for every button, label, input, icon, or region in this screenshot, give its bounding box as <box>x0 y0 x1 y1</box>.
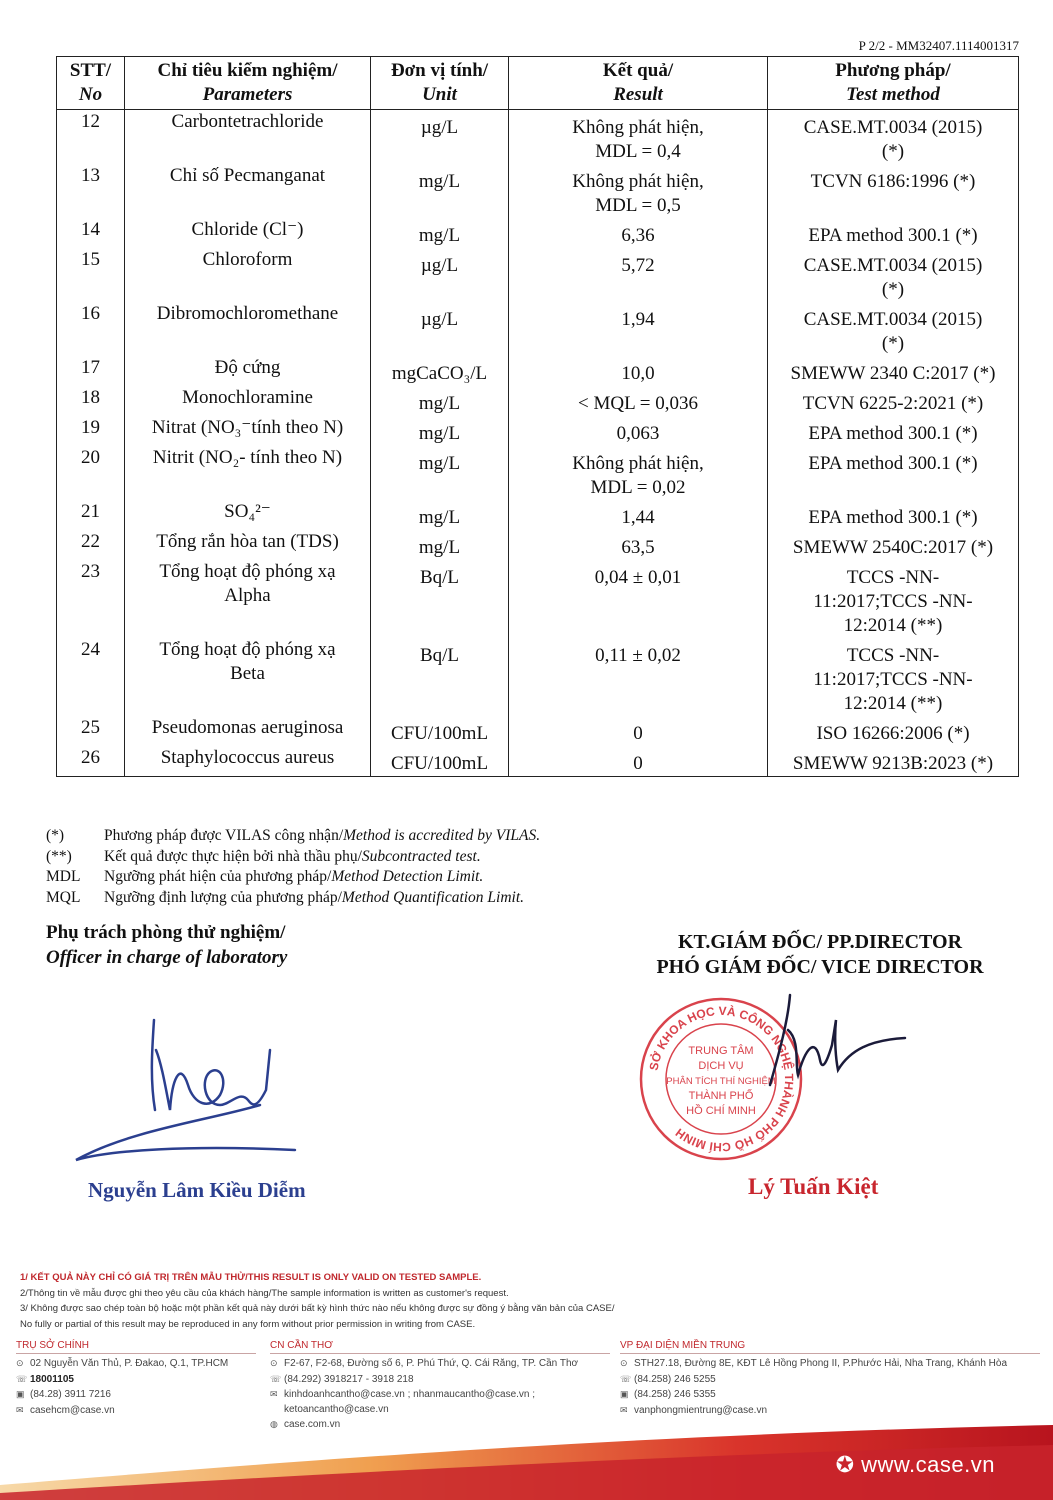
header-unit: Đơn vị tính/ Unit <box>371 57 509 110</box>
office-line <box>270 1403 610 1418</box>
cell-method: EPA method 300.1 (*) <box>768 446 1019 500</box>
note-item <box>46 888 540 909</box>
note-vi: Phương pháp được VILAS công nhận/ <box>104 827 344 844</box>
cell-unit: µg/L <box>371 110 509 165</box>
email-icon: ✉ <box>270 1389 278 1399</box>
office-line <box>270 1372 610 1388</box>
note-en: Subcontracted test. <box>361 847 481 865</box>
office-line-text: 18001105 <box>30 1373 74 1385</box>
office-line <box>620 1403 1040 1419</box>
cell-param: Chloride (Cl⁻) <box>125 218 371 248</box>
director-line-2: PHÓ GIÁM ĐỐC/ VICE DIRECTOR <box>656 956 984 978</box>
web-icon: ◍ <box>270 1419 278 1429</box>
cell-result: 0,04 ± 0,01 <box>509 560 768 638</box>
fax-icon: ▣ <box>620 1389 629 1399</box>
cell-method: SMEWW 2540C:2017 (*) <box>768 530 1019 560</box>
officer-block <box>46 920 287 970</box>
table-row <box>57 386 1019 416</box>
officer-signature <box>70 1010 300 1170</box>
table-body <box>57 110 1019 777</box>
cell-method: EPA method 300.1 (*) <box>768 218 1019 248</box>
table-row <box>57 356 1019 386</box>
cell-param: Dibromochloromethane <box>125 302 371 356</box>
office-line-text[interactable]: case.com.vn <box>284 1419 341 1430</box>
cell-method: CASE.MT.0034 (2015) (*) <box>768 302 1019 356</box>
cell-param: Staphylococcus aureus <box>125 746 371 777</box>
note-key: MDL <box>46 868 81 885</box>
cell-unit: CFU/100mL <box>371 746 509 777</box>
cell-result: Không phát hiện, MDL = 0,5 <box>509 164 768 218</box>
officer-title-vi: Phụ trách phòng thử nghiệm/ <box>46 922 286 943</box>
office-line-text[interactable]: kinhdoanhcantho@case.vn ; nhanmaucantho@case.vn ; <box>284 1389 536 1400</box>
cell-result: Không phát hiện, MDL = 0,4 <box>509 110 768 165</box>
office-line <box>270 1356 610 1372</box>
note-key: (*) <box>46 827 65 844</box>
svg-text:THÀNH PHỐ: THÀNH PHỐ <box>688 1090 754 1102</box>
director-block <box>620 930 1020 980</box>
cell-param: Pseudomonas aeruginosa <box>125 716 371 746</box>
officer-name: Nguyễn Lâm Kiều Diễm <box>88 1178 306 1202</box>
cell-result: 0 <box>509 746 768 777</box>
office-line <box>620 1372 1040 1388</box>
office-headquarters <box>16 1340 256 1418</box>
cell-param: Độ cứng <box>125 356 371 386</box>
cell-method: TCCS -NN- 11:2017;TCCS -NN- 12:2014 (**) <box>768 560 1019 638</box>
office-title: VP ĐẠI DIỆN MIỀN TRUNG <box>620 1340 1040 1354</box>
cell-unit: mg/L <box>371 530 509 560</box>
office-line-text[interactable]: casehcm@case.vn <box>30 1404 115 1416</box>
disclaimer-line: 3/ Không được sao chép toàn bộ hoặc một phần kết quả này dưới bất kỳ hình thức nào nếu không được sự đồng ý bằng văn bản của CASE/ <box>20 1303 615 1314</box>
office-line <box>16 1403 256 1419</box>
cell-param: Nitrat (NO₃⁻tính theo N) <box>125 416 371 446</box>
disclaimer <box>20 1270 614 1332</box>
note-vi: Ngưỡng phát hiện của phương pháp/ <box>104 868 332 885</box>
table-row <box>57 248 1019 302</box>
cell-unit: CFU/100mL <box>371 716 509 746</box>
table-row <box>57 218 1019 248</box>
cell-method: EPA method 300.1 (*) <box>768 500 1019 530</box>
cell-unit: mg/L <box>371 446 509 500</box>
cell-method: CASE.MT.0034 (2015) (*) <box>768 110 1019 165</box>
cell-unit: Bq/L <box>371 560 509 638</box>
header-parameters: Chỉ tiêu kiểm nghiệm/ Parameters <box>125 57 371 110</box>
location-icon: ⊙ <box>16 1358 24 1368</box>
cell-no: 19 <box>57 416 125 446</box>
office-line-text: (84.258) 246 5355 <box>634 1389 716 1400</box>
cell-result: 5,72 <box>509 248 768 302</box>
office-line-text: STH27.18, Đường 8E, KĐT Lê Hồng Phong II, P.Phước Hải, Nha Trang, Khánh Hòa <box>634 1358 1008 1369</box>
cell-unit: mgCaCO₃/L <box>371 356 509 386</box>
office-line-text: 02 Nguyễn Văn Thủ, P. Đakao, Q.1, TP.HCM <box>30 1358 229 1369</box>
cell-unit: mg/L <box>371 218 509 248</box>
office-line-text: (84.258) 246 5255 <box>634 1373 716 1385</box>
cell-no: 13 <box>57 164 125 218</box>
office-line <box>16 1356 256 1372</box>
office-title: TRỤ SỞ CHÍNH <box>16 1340 256 1354</box>
table-row <box>57 110 1019 165</box>
cell-result: Không phát hiện, MDL = 0,02 <box>509 446 768 500</box>
office-line-text: F2-67, F2-68, Đường số 6, P. Phú Thứ, Q. Cái Răng, TP. Cần Thơ <box>284 1358 579 1369</box>
cell-no: 18 <box>57 386 125 416</box>
cell-result: 0,11 ± 0,02 <box>509 638 768 716</box>
note-key: (**) <box>46 847 72 865</box>
note-item <box>46 867 540 888</box>
cell-result: 10,0 <box>509 356 768 386</box>
office-line <box>270 1387 610 1403</box>
cell-no: 12 <box>57 110 125 165</box>
cell-param: Chỉ số Pecmanganat <box>125 164 371 218</box>
cell-result: 1,44 <box>509 500 768 530</box>
website-link[interactable]: ✪ www.case.vn <box>835 1452 995 1477</box>
table-row <box>57 638 1019 716</box>
header-test-method: Phương pháp/ Test method <box>768 57 1019 110</box>
table-row <box>57 446 1019 500</box>
location-icon: ⊙ <box>620 1358 628 1368</box>
cell-method: CASE.MT.0034 (2015) (*) <box>768 248 1019 302</box>
phone-icon: ☏ <box>270 1373 282 1384</box>
cell-param: Tổng hoạt độ phóng xạ Alpha <box>125 560 371 638</box>
cell-no: 23 <box>57 560 125 638</box>
note-en: Method Quantification Limit. <box>341 888 525 906</box>
note-item <box>46 847 540 868</box>
note-vi: Kết quả được thực hiện bởi nhà thầu phụ/ <box>104 847 362 865</box>
location-icon: ⊙ <box>270 1358 278 1368</box>
table-row <box>57 716 1019 746</box>
cell-result: 63,5 <box>509 530 768 560</box>
cell-no: 22 <box>57 530 125 560</box>
cell-result: 0,063 <box>509 416 768 446</box>
note-en: Method is accredited by VILAS. <box>343 827 541 844</box>
cell-method: TCVN 6186:1996 (*) <box>768 164 1019 218</box>
notes-section <box>46 826 540 908</box>
cell-method: EPA method 300.1 (*) <box>768 416 1019 446</box>
svg-text:SỞ KHOA HỌC VÀ CÔNG NGHỆ THÀNH: SỞ KHOA HỌC VÀ CÔNG NGHỆ THÀNH PHỐ HỒ CHÍ MINH <box>646 1003 797 1155</box>
cell-unit: µg/L <box>371 302 509 356</box>
disclaimer-line: No fully or partial of this result may be reproduced in any form without prior permission in writing from CASE. <box>20 1318 476 1330</box>
cell-method: TCVN 6225-2:2021 (*) <box>768 386 1019 416</box>
cell-unit: mg/L <box>371 416 509 446</box>
page-reference: P 2/2 - MM32407.1114001317 <box>858 38 1019 53</box>
cell-method: SMEWW 2340 C:2017 (*) <box>768 356 1019 386</box>
cell-param: Carbontetrachloride <box>125 110 371 165</box>
table-row <box>57 302 1019 356</box>
email-icon: ✉ <box>620 1404 628 1415</box>
note-key: MQL <box>46 888 81 906</box>
office-line <box>620 1356 1040 1372</box>
phone-icon: ☏ <box>16 1373 28 1384</box>
table-row <box>57 560 1019 638</box>
fax-icon: ▣ <box>16 1389 25 1399</box>
office-line-text: (84.292) 3918217 - 3918 218 <box>284 1373 414 1385</box>
cell-method: SMEWW 9213B:2023 (*) <box>768 746 1019 777</box>
phone-icon: ☏ <box>620 1373 632 1384</box>
cell-unit: mg/L <box>371 386 509 416</box>
disclaimer-line: 2/Thông tin về mẫu được ghi theo yêu cầu của khách hàng/The sample information is written as customer's request. <box>20 1287 509 1299</box>
svg-text:PHÂN TÍCH THÍ NGHIỆM: PHÂN TÍCH THÍ NGHIỆM <box>666 1076 776 1087</box>
office-can-tho <box>270 1340 610 1433</box>
officer-title-en: Officer in charge of laboratory <box>46 947 288 968</box>
table-header-row <box>57 57 1019 110</box>
office-line-text: ketoancantho@case.vn <box>284 1403 389 1415</box>
cell-unit: Bq/L <box>371 638 509 716</box>
cell-no: 17 <box>57 356 125 386</box>
cell-result: 6,36 <box>509 218 768 248</box>
office-line-text: (84.28) 3911 7216 <box>30 1389 111 1400</box>
table-row <box>57 164 1019 218</box>
cell-param: Chloroform <box>125 248 371 302</box>
cell-param: Nitrit (NO₂- tính theo N) <box>125 446 371 500</box>
cell-result: < MQL = 0,036 <box>509 386 768 416</box>
note-vi: Ngưỡng định lượng của phương pháp/ <box>104 888 342 906</box>
cell-unit: mg/L <box>371 164 509 218</box>
cell-no: 15 <box>57 248 125 302</box>
cell-no: 21 <box>57 500 125 530</box>
disclaimer-line: 1/ KẾT QUẢ NÀY CHỈ CÓ GIÁ TRỊ TRÊN MẪU THỬ/THIS RESULT IS ONLY VALID ON TESTED SAMPLE. <box>20 1272 482 1283</box>
office-line <box>620 1387 1040 1403</box>
header-no: STT/ No <box>57 57 125 110</box>
svg-text:HỒ CHÍ MINH: HỒ CHÍ MINH <box>686 1105 756 1117</box>
office-line <box>16 1387 256 1403</box>
note-item <box>46 826 540 847</box>
office-central <box>620 1340 1040 1418</box>
office-title: CN CẦN THƠ <box>270 1340 610 1354</box>
cell-param: SO₄²⁻ <box>125 500 371 530</box>
table-row <box>57 746 1019 777</box>
globe-icon: ✪ <box>835 1452 862 1477</box>
director-name: Lý Tuấn Kiệt <box>748 1174 879 1199</box>
table-row <box>57 416 1019 446</box>
cell-param: Monochloramine <box>125 386 371 416</box>
cell-unit: µg/L <box>371 248 509 302</box>
cell-result: 0 <box>509 716 768 746</box>
table-row <box>57 530 1019 560</box>
cell-unit: mg/L <box>371 500 509 530</box>
director-signature <box>760 990 910 1100</box>
header-result: Kết quả/ Result <box>509 57 768 110</box>
cell-no: 16 <box>57 302 125 356</box>
cell-no: 24 <box>57 638 125 716</box>
cell-no: 14 <box>57 218 125 248</box>
cell-param: Tổng hoạt độ phóng xạ Beta <box>125 638 371 716</box>
office-line <box>16 1372 256 1388</box>
cell-no: 26 <box>57 746 125 777</box>
note-en: Method Detection Limit. <box>331 868 484 885</box>
cell-method: TCCS -NN- 11:2017;TCCS -NN- 12:2014 (**) <box>768 638 1019 716</box>
cell-result: 1,94 <box>509 302 768 356</box>
cell-no: 25 <box>57 716 125 746</box>
cell-no: 20 <box>57 446 125 500</box>
cell-method: ISO 16266:2006 (*) <box>768 716 1019 746</box>
email-icon: ✉ <box>16 1404 24 1415</box>
office-line-text[interactable]: vanphongmientrung@case.vn <box>634 1404 768 1416</box>
table-row <box>57 500 1019 530</box>
cell-param: Tổng rắn hòa tan (TDS) <box>125 530 371 560</box>
director-line-1: KT.GIÁM ĐỐC/ PP.DIRECTOR <box>677 931 963 953</box>
svg-text:DỊCH VỤ: DỊCH VỤ <box>698 1060 744 1072</box>
results-table <box>56 56 1019 777</box>
svg-text:TRUNG TÂM: TRUNG TÂM <box>688 1045 754 1057</box>
